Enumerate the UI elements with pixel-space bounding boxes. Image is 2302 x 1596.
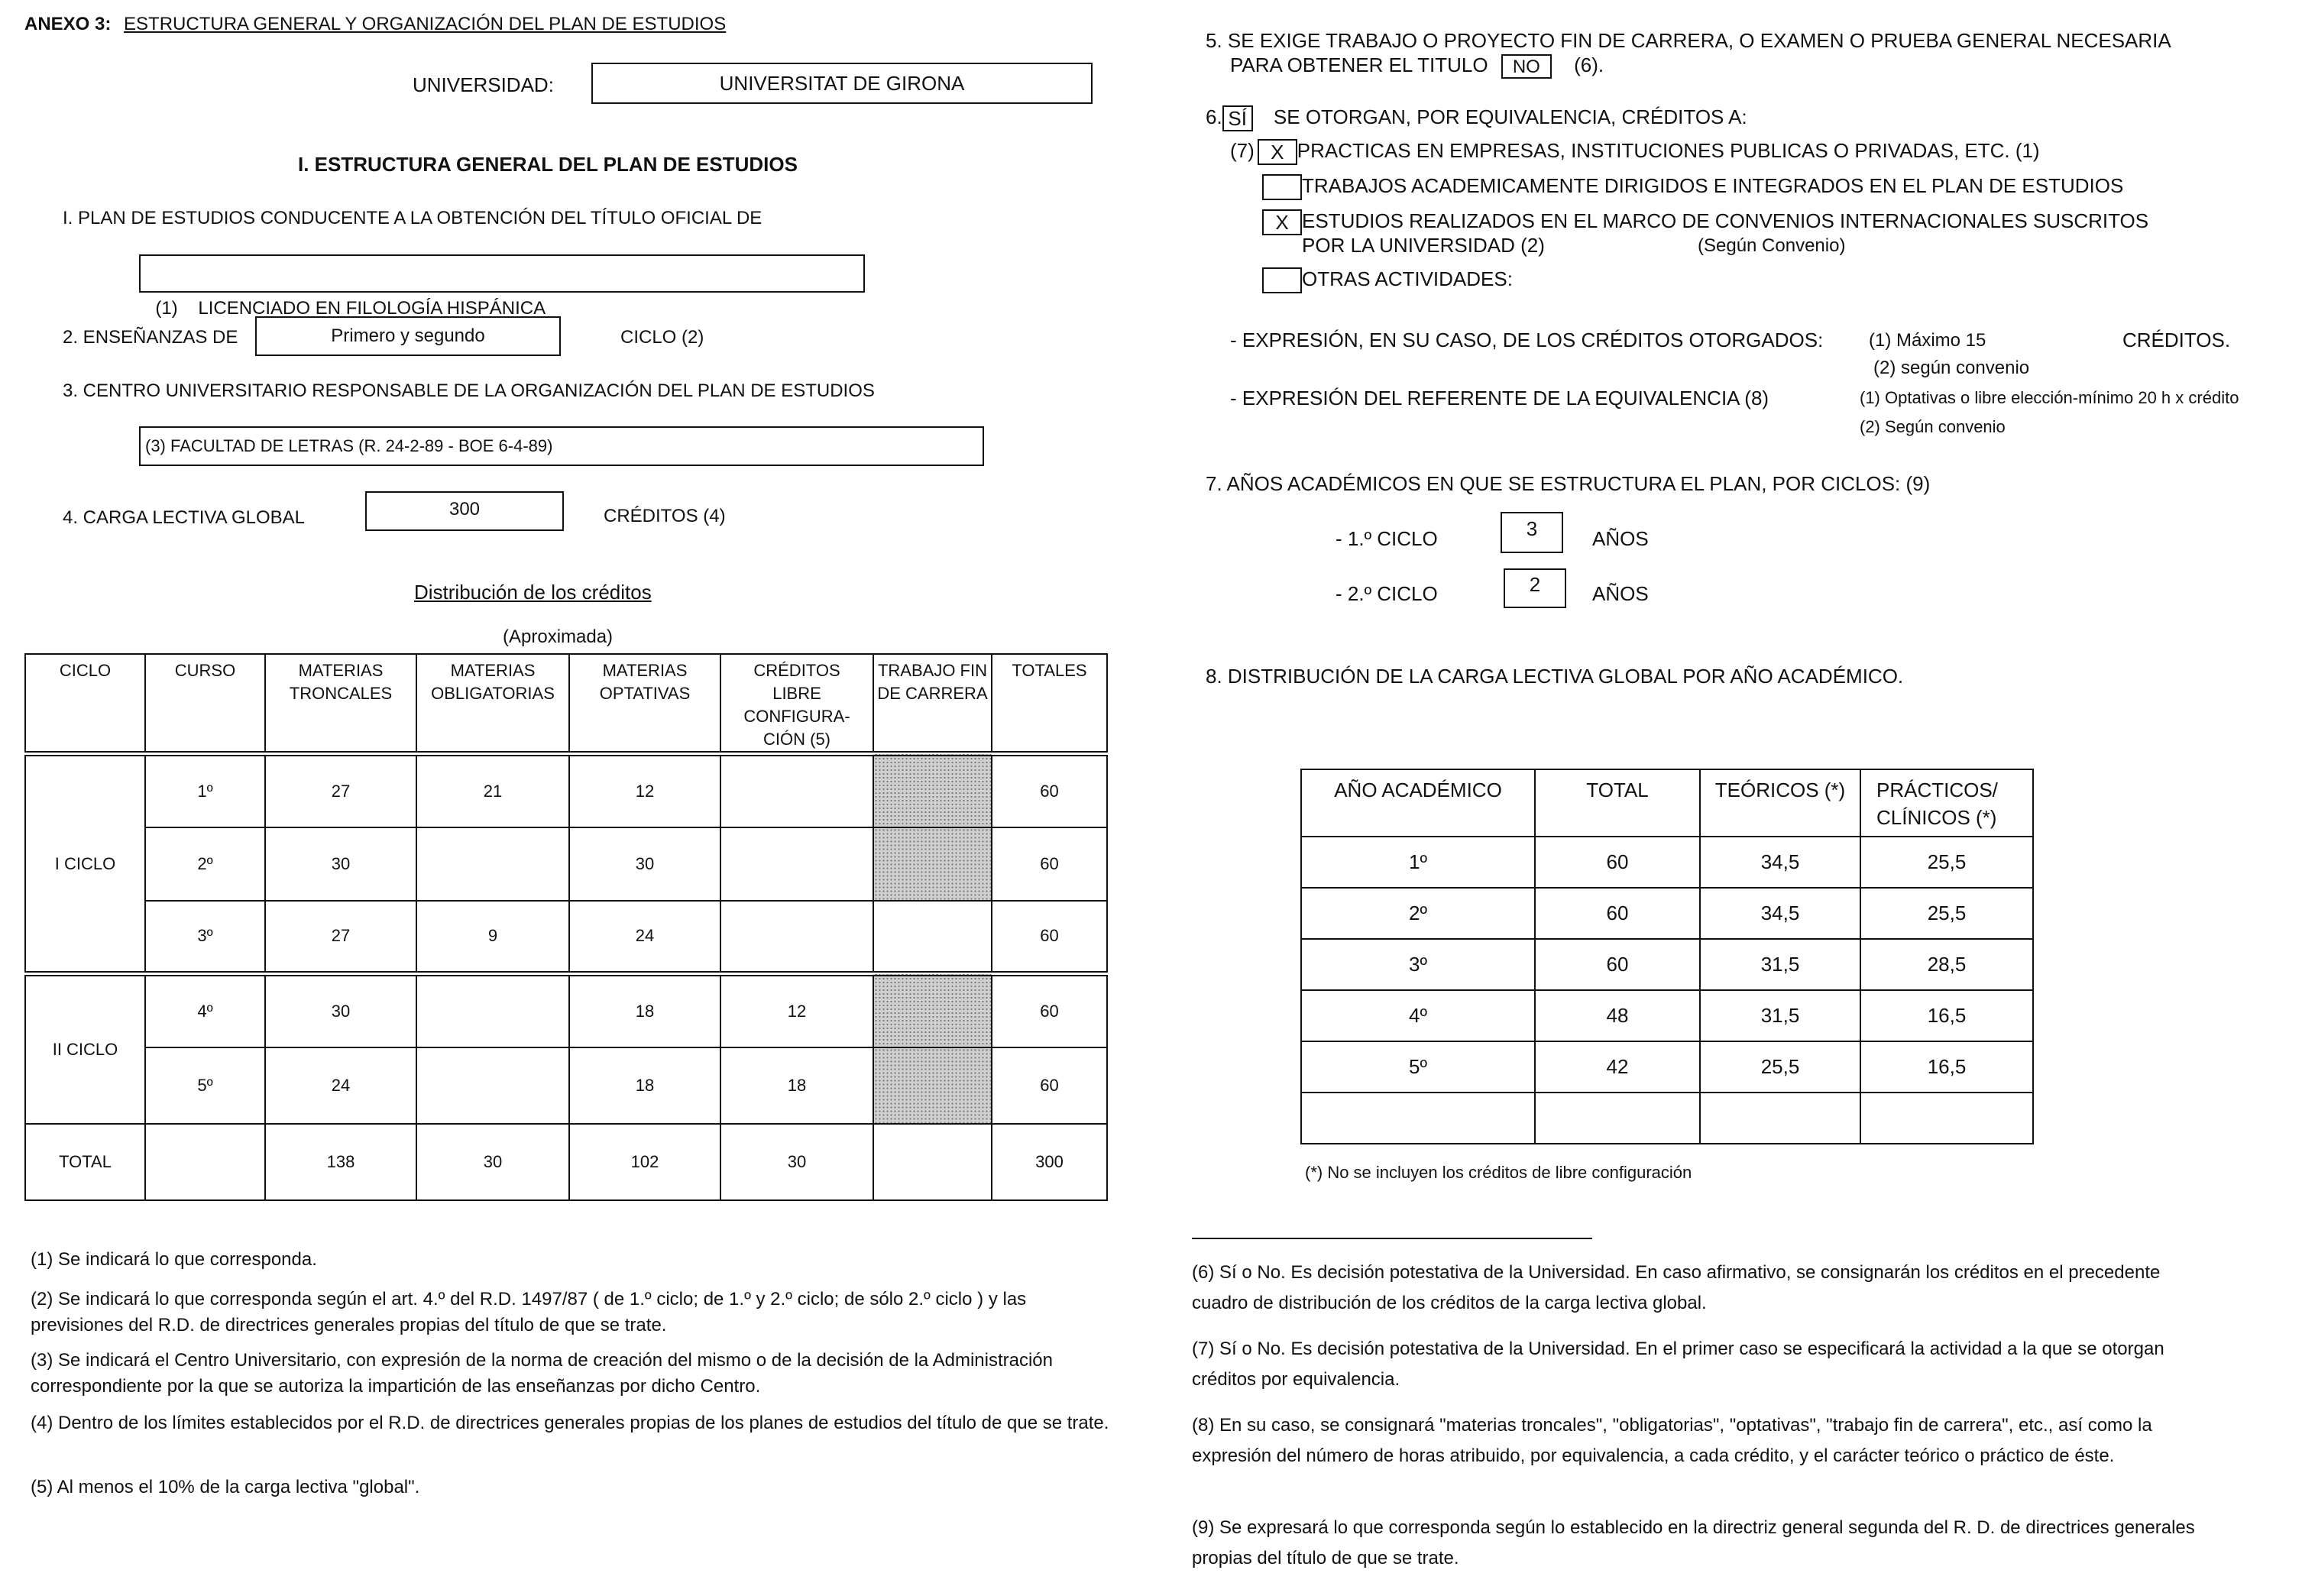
expr1-value2: (2) según convenio [1873,358,2030,378]
col-header: CRÉDITOS LIBRE CONFIGURA- CIÓN (5) [720,654,873,754]
col-header: CURSO [145,654,265,754]
table-cell: 9 [416,901,569,974]
table-cell: 30 [265,974,416,1047]
item2-label: 2. ENSEÑANZAS DE [63,327,238,348]
cycle1-years-box: 3 [1501,512,1563,553]
table-cell: 30 [720,1124,873,1200]
footnote: (2) Se indicará lo que corresponda según el art. 4.º del R.D. 1497/87 ( de 1.º ciclo; de 1.º y 2.º ciclo; de sólo 2.º ciclo ) y las previsiones del R.D. de directrices generales propias del título de que se trate. [31,1289,1027,1335]
annex-label: ANEXO 3: [24,14,112,34]
credits-table-subtitle: (Aproximada) [503,626,614,647]
table-cell: 24 [569,901,720,974]
center-field [139,426,984,466]
table-cell: 30 [416,1124,569,1200]
col-header: TOTAL [1535,769,1700,837]
credits-table [24,653,1108,1201]
expr1-label: - EXPRESIÓN, EN SU CASO, DE LOS CRÉDITOS OTORGADOS: [1230,329,1824,351]
col-header: TEÓRICOS (*) [1700,769,1860,837]
table-cell: 138 [265,1124,416,1200]
col-header: TOTALES [992,654,1107,754]
table-cell: 12 [569,754,720,827]
table-cell: 18 [569,974,720,1047]
item6-line: 6. SÍ SE OTORGAN, POR EQUIVALENCIA, CRÉDITOS A: [1206,105,1747,131]
option3-line2: POR LA UNIVERSIDAD (2) [1302,234,1545,257]
footnote: (9) Se expresará lo que corresponda según lo establecido en la directriz general segunda del R. D. de directrices generales propias del título de que se trate. [1192,1517,2195,1568]
table-cell: 12 [720,974,873,1047]
cycle2-label: - 2.º CICLO [1336,582,1438,605]
col-header: AÑO ACADÉMICO [1301,769,1535,837]
table-cell: 27 [265,901,416,974]
university-value: UNIVERSITAT DE GIRONA [719,72,965,95]
option-row: TRABAJOS ACADEMICAMENTE DIRIGIDOS E INTEGRADOS EN EL PLAN DE ESTUDIOS [1262,174,2123,200]
checkbox-icon [1262,174,1302,200]
col-header: TRABAJO FIN DE CARRERA [873,654,992,754]
col-header: MATERIAS OPTATIVAS [569,654,720,754]
table-row: 4º 48 31,5 16,5 [1301,990,2033,1041]
equivalence-box: SÍ [1222,105,1253,131]
option-row: (7) X PRACTICAS EN EMPRESAS, INSTITUCIONES PUBLICAS O PRIVADAS, ETC. (1) [1230,139,2040,164]
table-cell [873,1124,992,1200]
expr2-label: - EXPRESIÓN DEL REFERENTE DE LA EQUIVALENCIA (8) [1230,387,1769,410]
table-row: 3º 60 31,5 28,5 [1301,939,2033,990]
table-cell [873,901,992,974]
table-cell: 18 [569,1047,720,1124]
footnote: (1) Se indicará lo que corresponda. [31,1249,317,1270]
expr2-value2: (2) Según convenio [1860,417,2006,436]
final-project-box [1501,54,1552,79]
cycle-cell: II CICLO [25,974,145,1124]
item4-suffix: CRÉDITOS (4) [604,506,726,526]
item4-label: 4. CARGA LECTIVA GLOBAL [63,507,306,528]
option3-note: (Según Convenio) [1698,235,1846,256]
shaded-cell [873,1047,992,1124]
item7-label: 7. AÑOS ACADÉMICOS EN QUE SE ESTRUCTURA EL PLAN, POR CICLOS: (9) [1206,472,1931,495]
table-cell: 4º [145,974,265,1047]
table-cell: 60 [992,827,1107,901]
item5-line1: 5. SE EXIGE TRABAJO O PROYECTO FIN DE CARRERA, O EXAMEN O PRUEBA GENERAL NECESARIA [1206,29,2171,52]
table-row [1301,1093,2033,1144]
table-cell [720,827,873,901]
checkbox-icon [1262,267,1302,293]
table-cell [720,754,873,827]
table-row: 1º 60 34,5 25,5 [1301,837,2033,888]
col-header: PRÁCTICOS/ CLÍNICOS (*) [1860,769,2033,837]
item2-suffix: CICLO (2) [620,327,704,348]
table-cell: 60 [992,974,1107,1047]
section-heading: I. ESTRUCTURA GENERAL DEL PLAN DE ESTUDIOS [298,153,798,176]
table-cell: 21 [416,754,569,827]
table-row [25,754,1107,827]
university-field [591,63,1093,104]
final-project-value: NO [1512,57,1540,78]
footnote: (7) Sí o No. Es decisión potestativa de la Universidad. En el primer caso se especificará la actividad a la que se otorgan créditos por equivalencia. [1192,1339,2164,1390]
footnote: (3) Se indicará el Centro Universitario, con expresión de la norma de creación del mismo o de la decisión de la Administración correspondiente por la que se autoriza la impartición de las enseñanzas por dicho Centro. [31,1350,1053,1397]
expr1-unit: CRÉDITOS. [2122,329,2231,351]
global-load-value: 300 [448,499,481,520]
shaded-cell [873,827,992,901]
table-cell: 30 [265,827,416,901]
teaching-cycle-value: Primero y segundo [331,325,485,346]
col-header: CICLO [25,654,145,754]
annex-header [24,14,726,35]
table-cell: 1º [145,754,265,827]
credits-table-title: Distribución de los créditos [414,581,652,604]
expr2-value1: (1) Optativas o libre elección-mínimo 20 h x crédito [1860,388,2239,407]
item6-note: (7) [1230,139,1255,162]
global-load-field [365,491,564,531]
table-cell [416,827,569,901]
degree-field [139,254,865,319]
cycle-cell: I CICLO [25,754,145,974]
item3-label: 3. CENTRO UNIVERSITARIO RESPONSABLE DE LA ORGANIZACIÓN DEL PLAN DE ESTUDIOS [63,380,875,401]
table-row [25,1047,1107,1124]
table-cell: 60 [992,1047,1107,1124]
table-cell: 18 [720,1047,873,1124]
table-cell: 60 [992,754,1107,827]
years-unit: AÑOS [1592,582,1649,605]
col-header: MATERIAS TRONCALES [265,654,416,754]
table-cell: 24 [265,1047,416,1124]
table-row [25,974,1107,1047]
option-row: X ESTUDIOS REALIZADOS EN EL MARCO DE CONVENIOS INTERNACIONALES SUSCRITOS [1262,209,2148,235]
teaching-cycle-field [255,316,561,356]
footnote: (4) Dentro de los límites establecidos por el R.D. de directrices generales propias de los planes de estudios del título de que se trate. [31,1413,1109,1433]
table-cell: 300 [992,1124,1107,1200]
option-row: OTRAS ACTIVIDADES: [1262,267,1513,293]
shaded-cell [873,974,992,1047]
expr1-value1: (1) Máximo 15 [1869,330,1986,351]
footnote: (5) Al menos el 10% de la carga lectiva "global". [31,1477,420,1497]
table-cell [416,1047,569,1124]
footnote: (6) Sí o No. Es decisión potestativa de la Universidad. En caso afirmativo, se consignarán los créditos en el precedente cuadro de distribución de los créditos de la carga lectiva global. [1192,1262,2161,1313]
annex-title: ESTRUCTURA GENERAL Y ORGANIZACIÓN DEL PLAN DE ESTUDIOS [124,14,727,34]
table-row [25,901,1107,974]
table-cell: 27 [265,754,416,827]
table-cell [416,974,569,1047]
item8-label: 8. DISTRIBUCIÓN DE LA CARGA LECTIVA GLOBAL POR AÑO ACADÉMICO. [1206,665,1904,688]
table-row [25,827,1107,901]
table-cell: 5º [145,1047,265,1124]
center-value: (3) FACULTAD DE LETRAS (R. 24-2-89 - BOE 6-4-89) [145,436,553,455]
cycle1-label: - 1.º CICLO [1336,527,1438,550]
total-row [25,1124,1107,1200]
university-label: UNIVERSIDAD: [413,73,554,96]
footnote: (8) En su caso, se consignará "materias troncales", "obligatorias", "optativas", "trabajo fin de carrera", etc., así como la expresión del número de horas atribuido, por equivalencia, a cada crédito, y el carácter teórico o práctico de éste. [1192,1415,2152,1466]
table-cell: 30 [569,827,720,901]
table-cell: 3º [145,901,265,974]
table-row: 5º 42 25,5 16,5 [1301,1041,2033,1093]
degree-value: (1) LICENCIADO EN FILOLOGÍA HISPÁNICA [155,298,546,319]
year-distribution-table [1300,769,2034,1144]
table-cell [720,901,873,974]
table-cell: TOTAL [25,1124,145,1200]
col-header: MATERIAS OBLIGATORIAS [416,654,569,754]
item5-line2: PARA OBTENER EL TITULO NO (6). [1230,53,1604,78]
table-cell: 60 [992,901,1107,974]
item1-label: I. PLAN DE ESTUDIOS CONDUCENTE A LA OBTENCIÓN DEL TÍTULO OFICIAL DE [63,208,762,228]
checkbox-icon: X [1258,139,1297,165]
checkbox-icon: X [1262,209,1302,235]
footnote-divider [1192,1238,1592,1239]
table-cell: 2º [145,827,265,901]
cycle2-years-box: 2 [1504,568,1566,608]
year-table-note: (*) No se incluyen los créditos de libre configuración [1305,1163,1692,1182]
table-cell: 102 [569,1124,720,1200]
table-row: 2º 60 34,5 25,5 [1301,888,2033,939]
table-cell [145,1124,265,1200]
shaded-cell [873,754,992,827]
years-unit: AÑOS [1592,527,1649,550]
